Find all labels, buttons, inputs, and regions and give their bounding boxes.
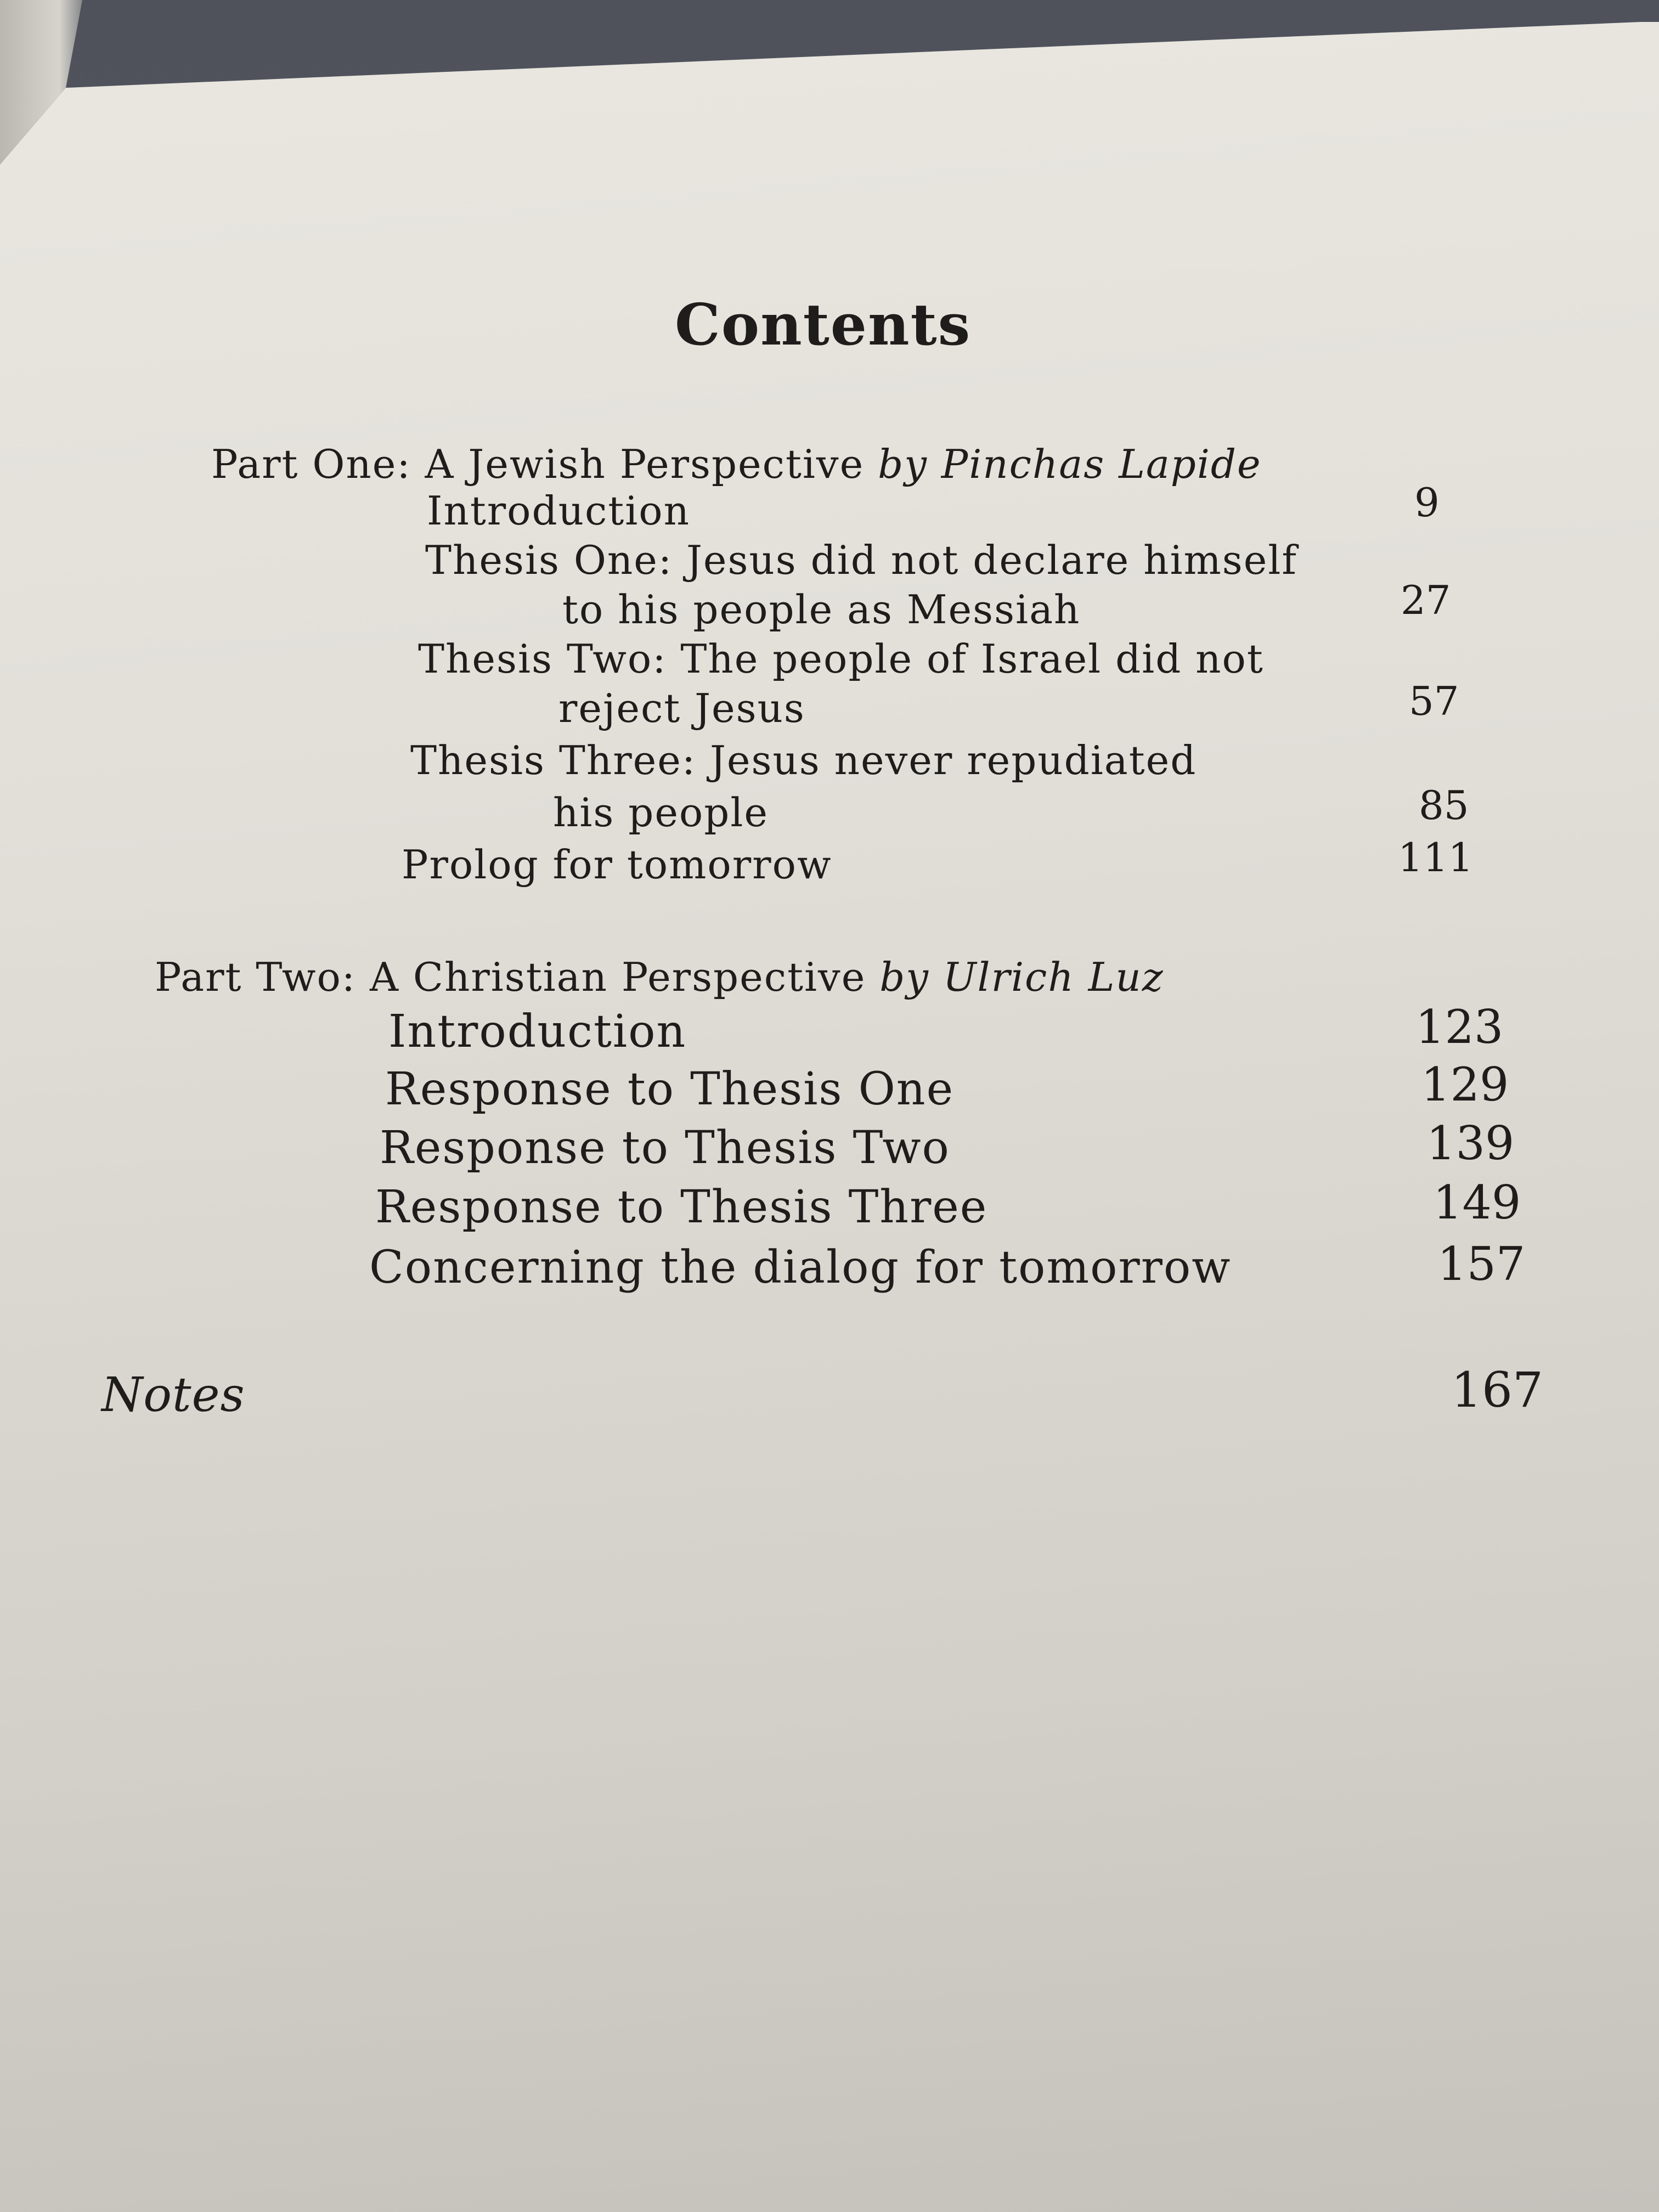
toc-entry-page: 157 — [1437, 1237, 1526, 1291]
toc-entry-title: Response to Thesis Three — [375, 1181, 988, 1233]
toc-entry-page: 129 — [1421, 1058, 1509, 1111]
page-title: Contents — [675, 291, 972, 358]
part-one-heading: A Jewish Perspective — [425, 441, 865, 487]
toc-entry-title: Introduction — [388, 1006, 687, 1058]
toc-entry-page: 9 — [1414, 479, 1440, 526]
part-one-byline: by Pinchas Lapide — [878, 441, 1262, 487]
toc-entry-title: Response to Thesis One — [385, 1063, 955, 1115]
toc-entry-title-continued: his people — [553, 789, 769, 836]
part-two-label: Part Two: — [155, 954, 357, 1000]
toc-entry-title: Thesis Three: Jesus never repudiated — [410, 737, 1197, 783]
toc-entry-title: Thesis Two: The people of Israel did not — [418, 636, 1264, 682]
part-two-byline: by Ulrich Luz — [879, 954, 1164, 1000]
toc-entry-title: Introduction — [427, 488, 690, 534]
toc-entry-title: Prolog for tomorrow — [402, 842, 832, 888]
toc-entry-title-continued: reject Jesus — [558, 685, 805, 731]
part-one-header — [211, 441, 1262, 487]
part-two-heading: A Christian Perspective — [369, 954, 866, 1000]
toc-entry-page: 27 — [1401, 577, 1451, 623]
notes-page: 167 — [1451, 1362, 1543, 1418]
toc-entry-title: Response to Thesis Two — [380, 1122, 950, 1174]
toc-entry-title: Thesis One: Jesus did not declare himself — [425, 537, 1298, 583]
toc-entry-page: 139 — [1426, 1116, 1515, 1170]
part-one-label: Part One: — [211, 441, 411, 487]
toc-entry-page: 111 — [1398, 834, 1474, 881]
toc-entry-page: 57 — [1409, 678, 1459, 724]
notes-label: Notes — [101, 1368, 245, 1423]
toc-entry-title-continued: to his people as Messiah — [562, 586, 1081, 633]
toc-entry-title: Concerning the dialog for tomorrow — [369, 1242, 1232, 1294]
toc-entry-page: 123 — [1415, 1000, 1504, 1054]
toc-entry-page: 85 — [1419, 782, 1469, 828]
part-two-header — [155, 954, 1164, 1000]
toc-entry-page: 149 — [1433, 1176, 1521, 1229]
